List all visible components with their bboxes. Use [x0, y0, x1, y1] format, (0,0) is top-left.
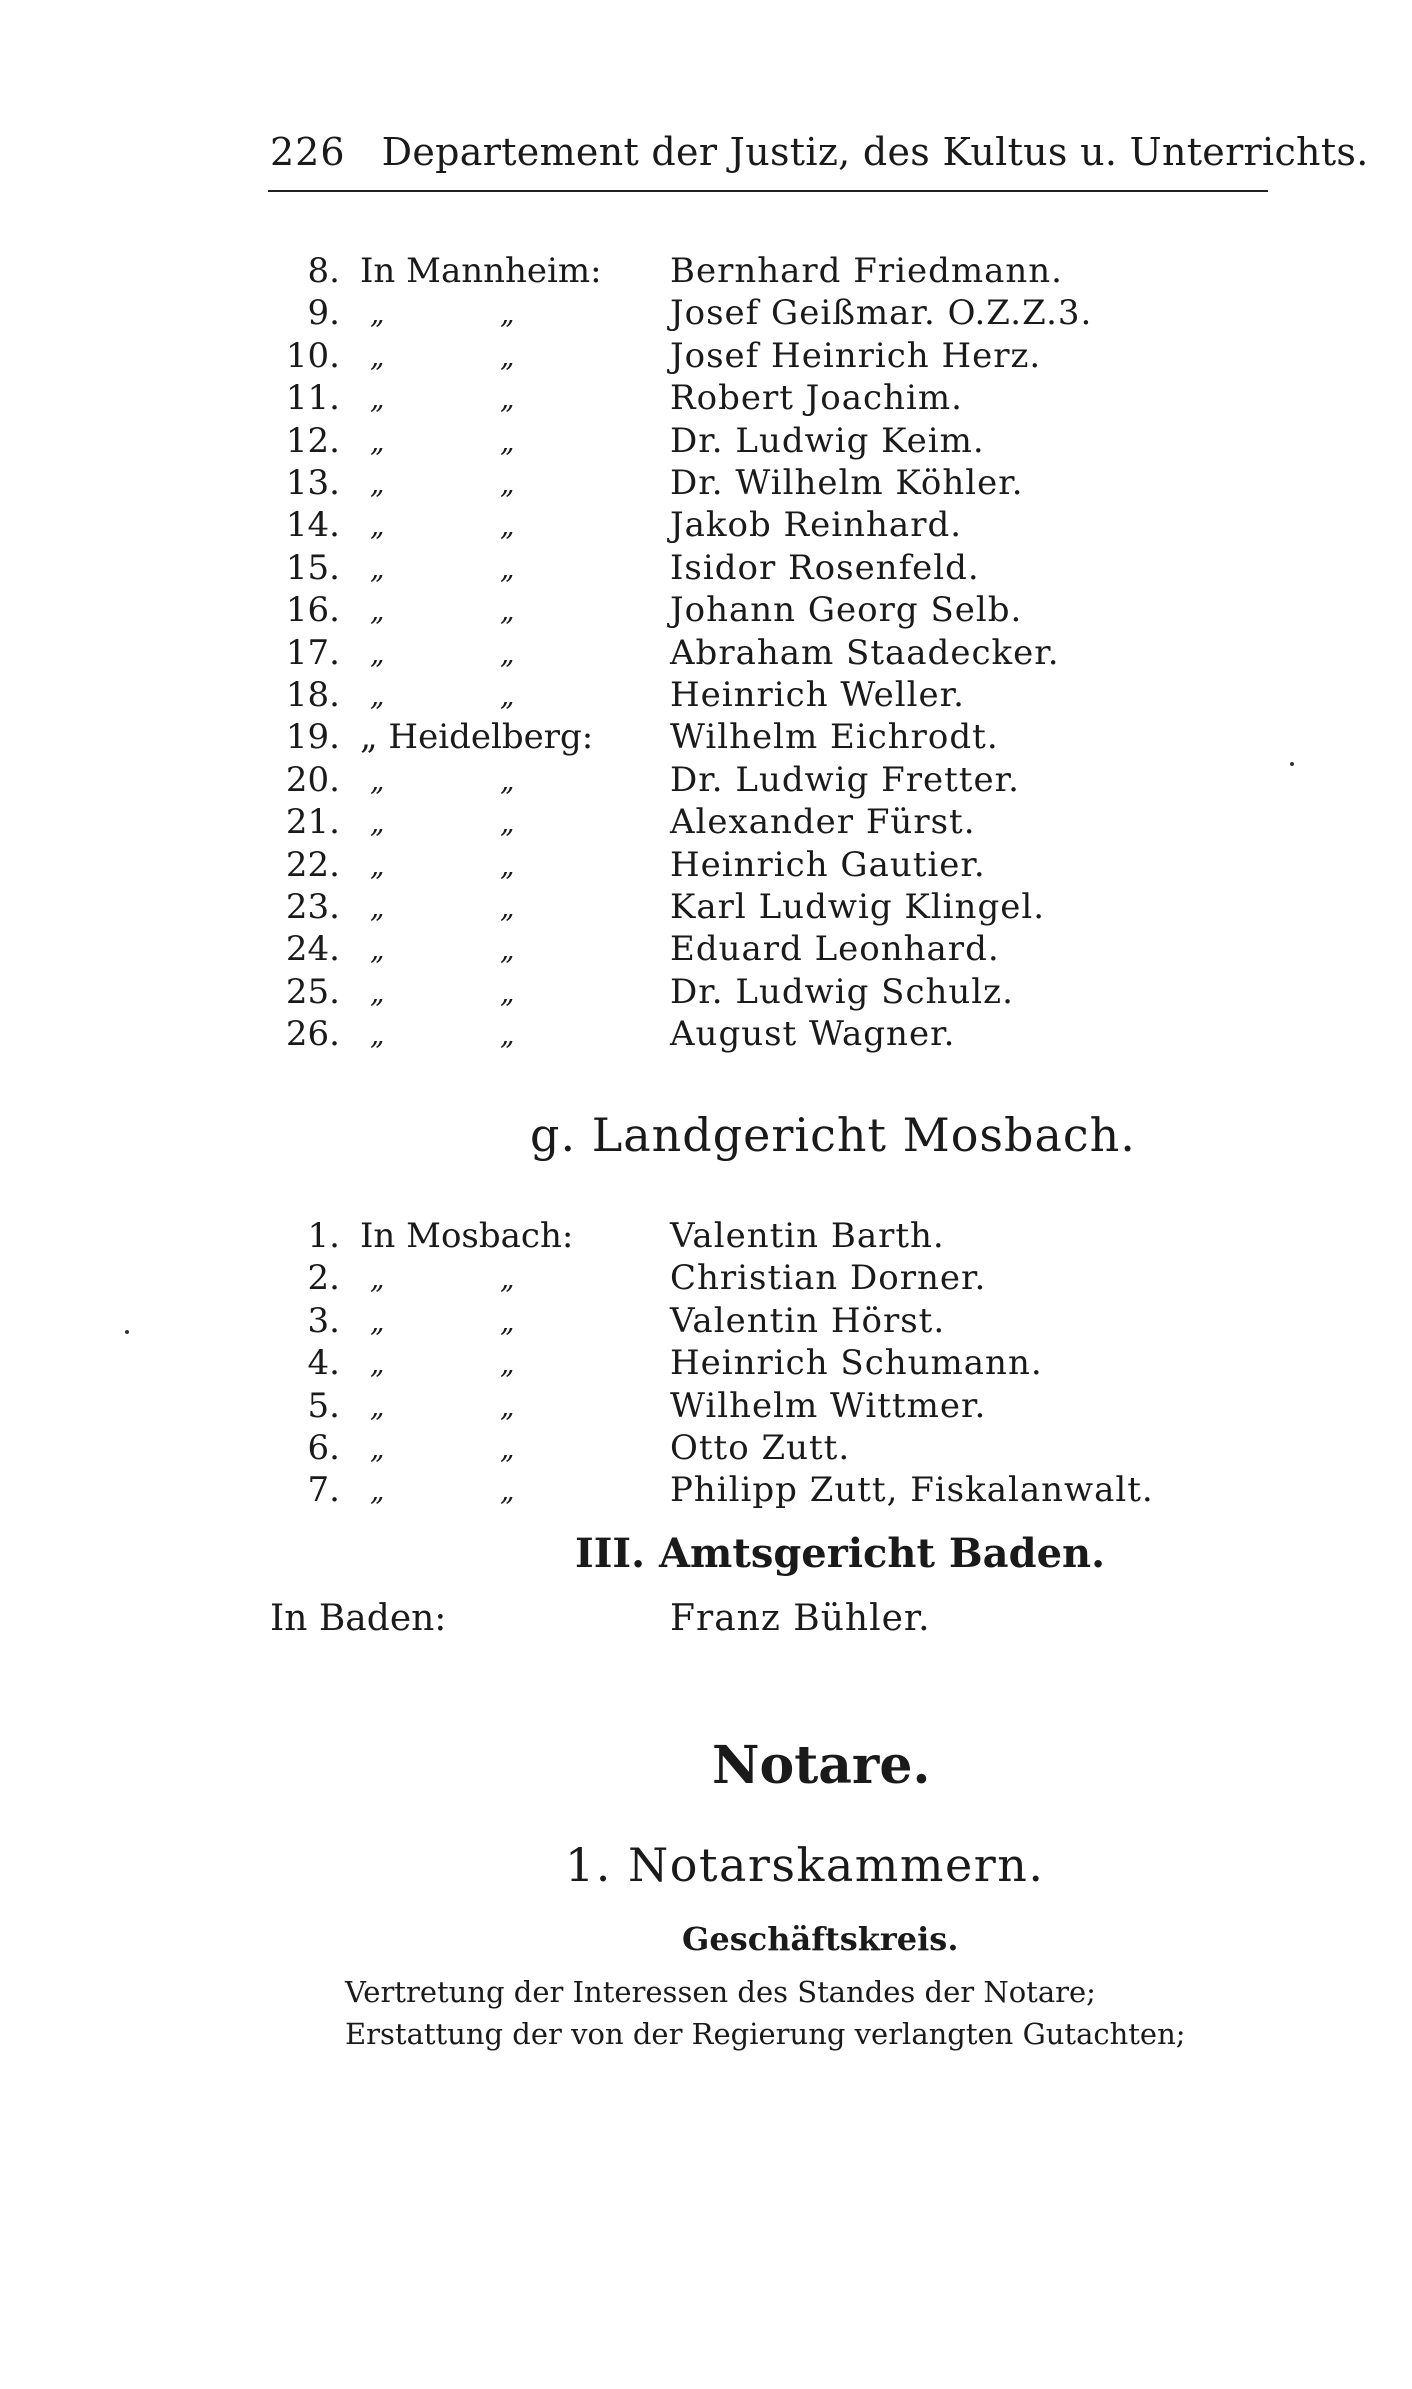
person-name: Dr. Ludwig Fretter.: [670, 759, 1020, 800]
ditto-mark: „: [370, 551, 385, 585]
ditto-mark: „: [500, 509, 515, 543]
list-item: [270, 1427, 1270, 1470]
ditto-mark: „: [500, 848, 515, 882]
ditto-mark: „: [370, 339, 385, 373]
person-name: Robert Joachim.: [670, 378, 963, 419]
list-item: [270, 589, 1270, 632]
list-item: [270, 1385, 1270, 1428]
list-item: [270, 420, 1270, 463]
place-label: In Mosbach:: [360, 1216, 574, 1256]
ditto-mark: „: [370, 1389, 385, 1423]
person-name: Dr. Wilhelm Köhler.: [670, 463, 1024, 503]
ditto-mark: „: [370, 891, 385, 924]
list-item: [270, 547, 1270, 590]
ditto-mark: „: [500, 806, 515, 840]
ditto-mark: „: [500, 551, 515, 585]
entry-number: 25.: [285, 971, 340, 1012]
ditto-mark: „: [370, 1018, 385, 1052]
person-name: Jakob Reinhard.: [670, 505, 963, 546]
person-name: Isidor Rosenfeld.: [670, 547, 980, 588]
ditto-mark: „: [500, 933, 515, 967]
person-name: Valentin Hörst.: [670, 1300, 946, 1341]
ditto-mark: „: [370, 424, 385, 458]
list-item: [270, 971, 1270, 1014]
ditto-mark: „: [370, 763, 385, 797]
list-item: [270, 504, 1270, 547]
body-line-1: Vertretung der Interessen des Standes der Notare;: [345, 1975, 1096, 2009]
ditto-mark: „: [500, 1432, 515, 1465]
ditto-mark: „: [500, 975, 515, 1009]
place-label: „ Heidelberg:: [360, 717, 594, 758]
entry-number: 16.: [285, 590, 340, 631]
ditto-mark: „: [500, 636, 515, 670]
person-name: Heinrich Weller.: [670, 675, 965, 715]
ditto-mark: „: [500, 679, 515, 712]
scan-speck: [1290, 762, 1294, 766]
list-item: [270, 1598, 931, 1639]
person-name: Christian Dorner.: [670, 1258, 987, 1299]
header-rule: [268, 190, 1268, 192]
person-name: Abraham Staadecker.: [670, 632, 1060, 673]
ditto-mark: „: [500, 382, 515, 416]
person-name: Philipp Zutt, Fiskalanwalt.: [670, 1470, 1154, 1511]
entry-number: 7.: [307, 1470, 340, 1511]
list-item: [270, 1469, 1270, 1512]
person-name: Wilhelm Wittmer.: [670, 1385, 987, 1426]
ditto-mark: „: [500, 1474, 515, 1508]
person-name: Wilhelm Eichrodt.: [670, 717, 999, 758]
entry-number: 4.: [307, 1343, 340, 1384]
ditto-mark: „: [370, 1347, 385, 1381]
person-name: Karl Ludwig Klingel.: [670, 887, 1046, 927]
entry-number: 18.: [285, 675, 340, 715]
entry-number: 14.: [285, 505, 340, 546]
entry-number: 22.: [285, 844, 340, 885]
ditto-mark: „: [370, 1304, 385, 1338]
list-item: [270, 377, 1270, 420]
entry-number: 15.: [285, 547, 340, 588]
entry-number: 21.: [285, 802, 340, 843]
list-item: [270, 250, 1270, 293]
entry-number: 12.: [285, 420, 340, 461]
ditto-mark: „: [370, 848, 385, 882]
entry-number: 6.: [307, 1428, 340, 1468]
person-name: Josef Geißmar. O.Z.Z.3.: [670, 293, 1093, 334]
entry-number: 2.: [307, 1258, 340, 1299]
person-name: Heinrich Schumann.: [670, 1343, 1043, 1384]
entry-number: 13.: [285, 463, 340, 503]
list-item: [270, 928, 1270, 971]
entry-number: 1.: [307, 1216, 340, 1256]
person-name: Dr. Ludwig Keim.: [670, 420, 985, 461]
ditto-mark: „: [500, 1262, 515, 1296]
list-item: [270, 632, 1270, 675]
person-name: Josef Heinrich Herz.: [670, 335, 1042, 376]
ditto-mark: „: [370, 509, 385, 543]
ditto-mark: „: [370, 933, 385, 967]
ditto-mark: „: [500, 1018, 515, 1052]
person-name: Heinrich Gautier.: [670, 844, 986, 885]
list-item: [270, 1257, 1270, 1300]
section-heading-amtsgericht-baden: III. Amtsgericht Baden.: [575, 1530, 1106, 1577]
person-name: Johann Georg Selb.: [670, 590, 1023, 631]
person-name: Alexander Fürst.: [670, 802, 976, 843]
person-name: Franz Bühler.: [670, 1598, 931, 1639]
list-item: [270, 674, 1270, 717]
entry-number: 8.: [307, 251, 340, 291]
page-header: [270, 130, 1369, 174]
ditto-mark: „: [500, 1389, 515, 1423]
section-heading-notarskammern: 1. Notarskammern.: [565, 1838, 1045, 1892]
ditto-mark: „: [500, 297, 515, 331]
list-item: [270, 1013, 1270, 1056]
ditto-mark: „: [500, 424, 515, 458]
ditto-mark: „: [370, 975, 385, 1009]
page-number: 226: [270, 130, 346, 174]
ditto-mark: „: [370, 382, 385, 416]
subheading-geschaeftskreis: Geschäftskreis.: [682, 1920, 959, 1958]
place-label: In Mannheim:: [360, 251, 602, 291]
ditto-mark: „: [370, 1432, 385, 1465]
running-title: Departement der Justiz, des Kultus u. Unterrichts.: [381, 130, 1369, 174]
ditto-mark: „: [370, 636, 385, 670]
ditto-mark: „: [370, 297, 385, 331]
entry-number: 9.: [307, 293, 340, 334]
list-item: [270, 801, 1270, 844]
list-item: [270, 759, 1270, 802]
list-item: [270, 1215, 1270, 1258]
person-name: Bernhard Friedmann.: [670, 251, 1063, 291]
ditto-mark: „: [500, 467, 515, 500]
person-name: Otto Zutt.: [670, 1428, 851, 1468]
entry-number: 19.: [285, 717, 340, 758]
list-item: [270, 886, 1270, 929]
entry-number: 24.: [285, 929, 340, 970]
entry-number: 23.: [285, 887, 340, 927]
list-item: [270, 292, 1270, 335]
list-item: [270, 462, 1270, 505]
list-item: [270, 335, 1270, 378]
entry-number: 17.: [285, 632, 340, 673]
ditto-mark: „: [370, 679, 385, 712]
entry-number: 5.: [307, 1385, 340, 1426]
entry-number: 11.: [285, 378, 340, 419]
list-item: [270, 1342, 1270, 1385]
ditto-mark: „: [500, 594, 515, 628]
place-label: In Baden:: [270, 1598, 447, 1639]
list-item: [270, 716, 1270, 759]
ditto-mark: „: [370, 1262, 385, 1296]
person-name: August Wagner.: [670, 1014, 956, 1055]
list-item: [270, 844, 1270, 887]
person-name: Eduard Leonhard.: [670, 929, 1000, 970]
ditto-mark: „: [500, 1304, 515, 1338]
body-line-2: Erstattung der von der Regierung verlangten Gutachten;: [345, 2017, 1186, 2051]
ditto-mark: „: [500, 339, 515, 373]
ditto-mark: „: [370, 467, 385, 500]
ditto-mark: „: [370, 594, 385, 628]
person-name: Valentin Barth.: [670, 1216, 945, 1256]
ditto-mark: „: [500, 891, 515, 924]
ditto-mark: „: [370, 806, 385, 840]
ditto-mark: „: [500, 763, 515, 797]
section-heading-landgericht-mosbach: g. Landgericht Mosbach.: [530, 1108, 1136, 1162]
entry-number: 10.: [285, 335, 340, 376]
scan-speck: [125, 1330, 129, 1334]
ditto-mark: „: [370, 1474, 385, 1508]
entry-number: 26.: [285, 1014, 340, 1055]
person-name: Dr. Ludwig Schulz.: [670, 971, 1014, 1012]
chapter-heading-notare: Notare.: [712, 1735, 931, 1796]
list-item: [270, 1300, 1270, 1343]
ditto-mark: „: [500, 1347, 515, 1381]
entry-number: 20.: [285, 759, 340, 800]
entry-number: 3.: [307, 1300, 340, 1341]
